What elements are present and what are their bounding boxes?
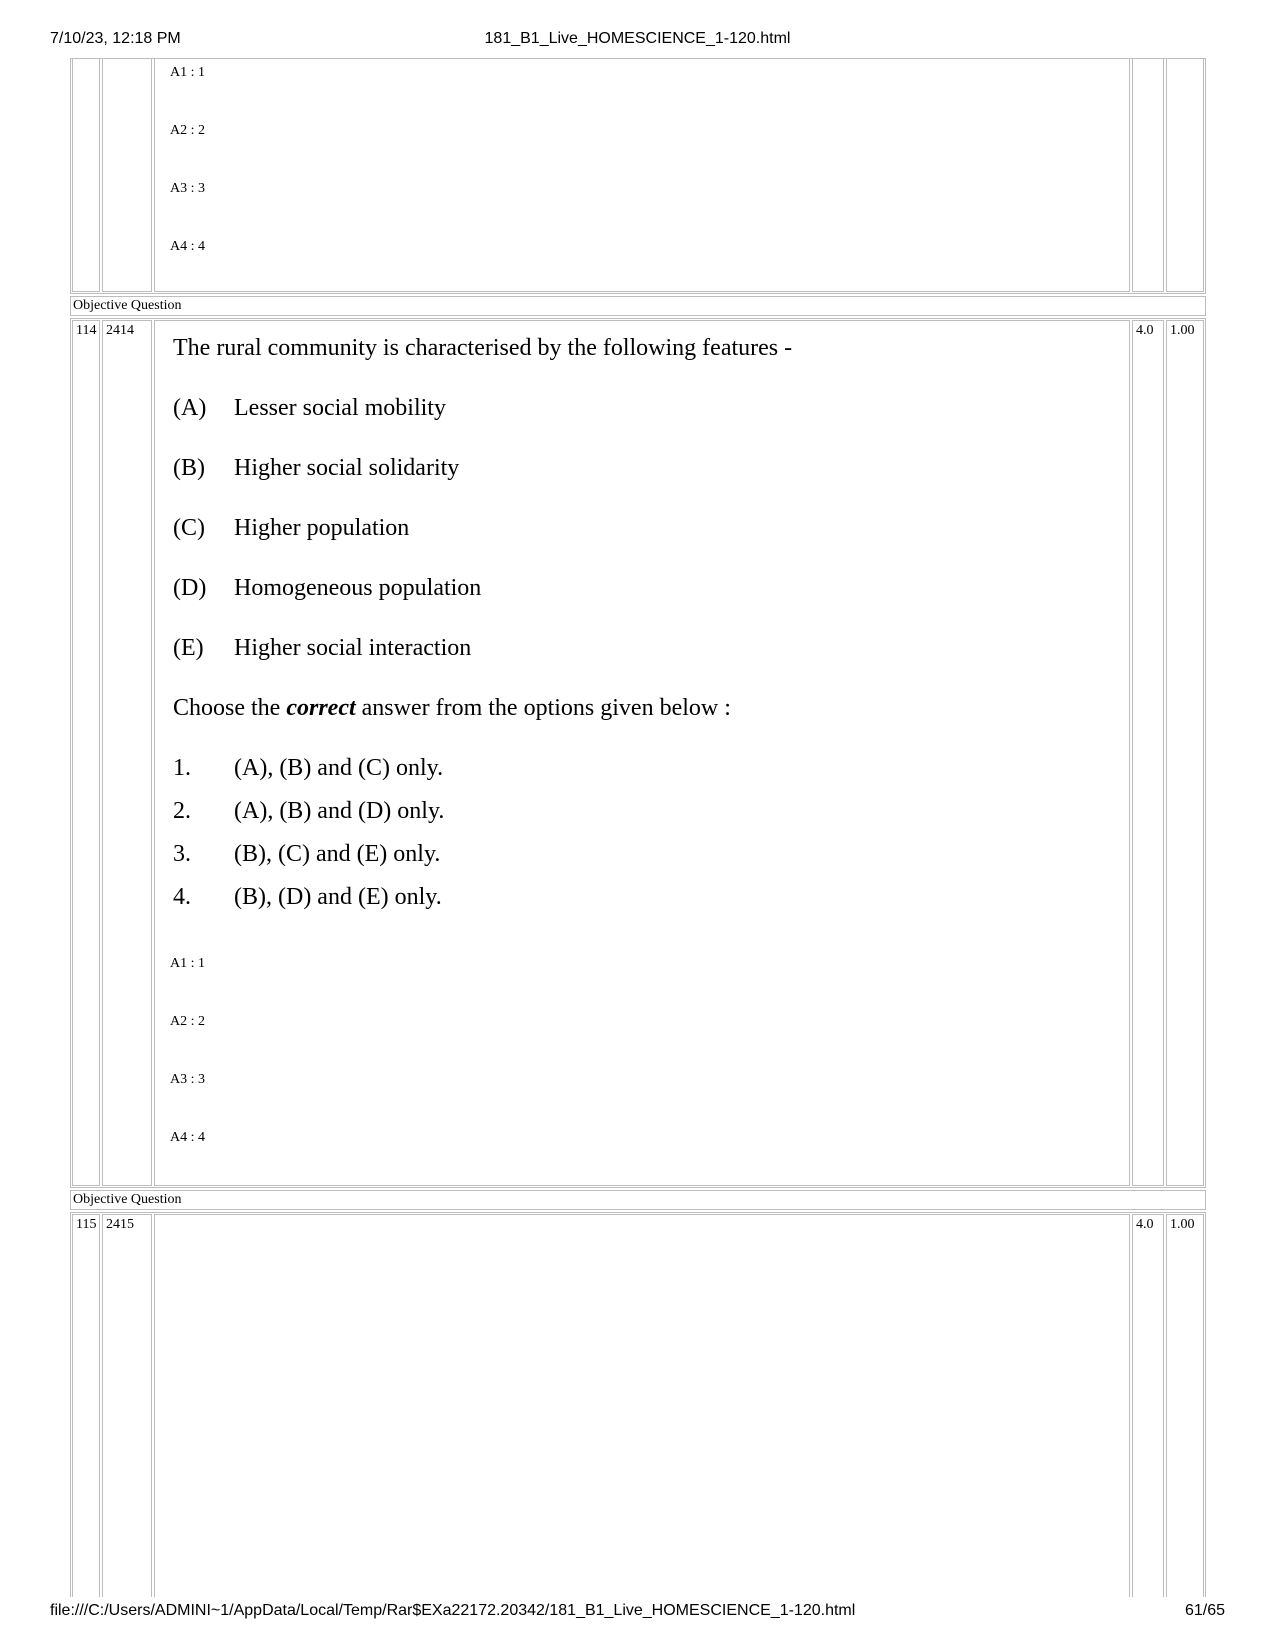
statement-text: Higher social solidarity: [234, 455, 460, 481]
choice-text: (A), (B) and (D) only.: [234, 798, 445, 824]
question-serial: 114: [72, 320, 100, 1186]
question-content-cell: [154, 320, 1130, 1186]
print-header: [0, 30, 1275, 50]
answer-key-1: A1 : 1: [170, 956, 205, 971]
instruction-lead: Choose the: [173, 695, 287, 721]
statement-text: Higher social interaction: [234, 635, 472, 661]
prev-answer-3: A3 : 3: [170, 181, 205, 196]
print-file-path: file:///C:/Users/ADMINI~1/AppData/Local/Temp/Rar$EXa22172.20342/181_B1_Live_HOMESCIENCE_1-120.html: [50, 1602, 856, 1619]
question-negative-marks: 1.00: [1166, 320, 1204, 1186]
answer-key-4: A4 : 4: [170, 1130, 205, 1145]
prev-id-cell: [102, 58, 152, 292]
prev-answer-4: A4 : 4: [170, 239, 205, 254]
choice-text: (B), (D) and (E) only.: [234, 884, 442, 910]
choice-text: (A), (B) and (C) only.: [234, 755, 444, 781]
statement-text: Lesser social mobility: [234, 395, 446, 421]
prev-serial-cell: [72, 58, 100, 292]
statement-text: Homogeneous population: [234, 575, 482, 601]
question-content-cell: [154, 1214, 1130, 1597]
choice-number: 2.: [173, 798, 191, 824]
question-id: 2414: [102, 320, 152, 1186]
question-type-label: Objective Question: [70, 1190, 1206, 1210]
question-instruction: [173, 695, 731, 722]
question-negative-marks: 1.00: [1166, 1214, 1204, 1597]
statement-text: Higher population: [234, 515, 410, 541]
question-id: 2415: [102, 1214, 152, 1597]
question-type-label: Objective Question: [70, 296, 1206, 316]
answer-key-2: A2 : 2: [170, 1014, 205, 1029]
prev-marks-cell: [1132, 58, 1164, 292]
choice-text: (B), (C) and (E) only.: [234, 841, 441, 867]
choice-number: 1.: [173, 755, 191, 781]
print-datetime: 7/10/23, 12:18 PM: [50, 30, 181, 47]
instruction-emphasis: correct: [286, 695, 356, 721]
statement-letter: (E): [173, 635, 204, 661]
question-stem: The rural community is characterised by the following features -: [173, 335, 793, 361]
statement-letter: (A): [173, 395, 207, 421]
statement-letter: (C): [173, 515, 205, 541]
choice-number: 4.: [173, 884, 191, 910]
question-serial: 115: [72, 1214, 100, 1597]
statement-letter: (D): [173, 575, 207, 601]
question-marks: 4.0: [1132, 1214, 1164, 1597]
question-marks: 4.0: [1132, 320, 1164, 1186]
prev-content-cell: [154, 58, 1130, 292]
prev-answer-2: A2 : 2: [170, 123, 205, 138]
prev-answer-1: A1 : 1: [170, 65, 205, 80]
prev-negative-cell: [1166, 58, 1204, 292]
print-page-number: 61/65: [1184, 1602, 1225, 1619]
print-doc-title: 181_B1_Live_HOMESCIENCE_1-120.html: [484, 30, 791, 47]
answer-key-3: A3 : 3: [170, 1072, 205, 1087]
choice-number: 3.: [173, 841, 191, 867]
instruction-tail: answer from the options given below :: [355, 695, 731, 721]
statement-letter: (B): [173, 455, 205, 481]
print-footer: [0, 1602, 1275, 1622]
